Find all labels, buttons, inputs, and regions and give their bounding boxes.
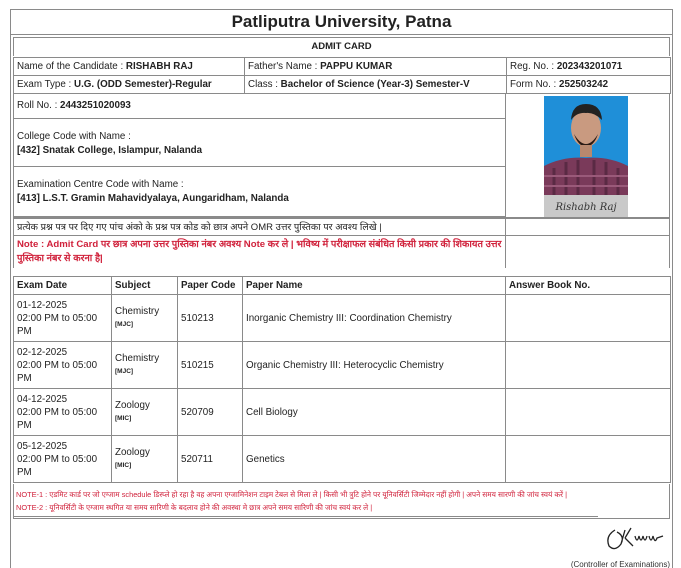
paper-code: 520709 — [178, 389, 243, 436]
college-name: [432] Snatak College, Islampur, Nalanda — [17, 145, 203, 156]
centre-label: Examination Centre Code with Name : — [17, 179, 184, 190]
answer-book-no — [506, 389, 671, 436]
subject-cell — [112, 389, 178, 436]
exam-centre-row — [13, 167, 506, 217]
paper-name: Organic Chemistry III: Heterocyclic Chemistry — [243, 342, 506, 389]
answer-book-no — [506, 295, 671, 342]
exam-type-cell — [14, 76, 245, 94]
answer-book-no — [506, 436, 671, 483]
class-name: Bachelor of Science (Year-3) Semester-V — [280, 79, 470, 90]
subject: Zoology — [115, 447, 150, 458]
candidate-name-cell — [14, 58, 245, 76]
exam-date-cell — [14, 436, 112, 483]
instruction-text: प्रत्येक प्रश्न पत्र पर दिए गए पांच अंको के प्रश्न पत्र कोड को छात्र अपने OMR उत्तर पुस्तिका पर अवश्य लिखे | — [14, 219, 506, 235]
note-row — [13, 236, 670, 268]
admit-card — [10, 9, 673, 568]
exam-date: 05-12-2025 — [17, 440, 68, 452]
exam-date: 01-12-2025 — [17, 299, 68, 311]
exam-time: 02:00 PM to 05:00 PM — [17, 312, 98, 337]
father-name-cell — [245, 58, 507, 76]
table-row — [14, 436, 671, 483]
col-header-exam-date: Exam Date — [14, 277, 112, 295]
answer-book-note: Note : Admit Card पर छात्र अपना उत्तर पुस्तिका नंबर अवश्य Note कर ले | भविष्य में परीक्षाफल संबंधित किसी प्रकार की शिकायत उत्तर पुस्तिका नंबर से करना है| — [14, 236, 506, 268]
footnote-1: NOTE-1 : एडमिट कार्ड पर जो एग्जाम schedule डिस्प्ले हो रहा है वह अपना एग्जामिनेशन टाइम टेबल से मिला ले | किसी भी त्रुटि होने पर यूनिवर्सिटी जिम्मेदार नहीं होगी | अपने समय सारणी की जांच स्वयं करें | — [16, 490, 568, 499]
exam-schedule-table — [13, 276, 671, 483]
roll-no-row — [13, 94, 506, 119]
college-label: College Code with Name : — [17, 131, 131, 142]
instructions-block — [13, 217, 670, 268]
subject-tag: [MIC] — [115, 415, 132, 422]
exam-date-cell — [14, 389, 112, 436]
controller-designation: (Controller of Examinations) — [570, 560, 670, 568]
candidate-name: RISHABH RAJ — [125, 61, 193, 72]
paper-name: Inorganic Chemistry III: Coordination Chemistry — [243, 295, 506, 342]
reg-no-cell — [507, 58, 671, 76]
table-row — [14, 389, 671, 436]
exam-time: 02:00 PM to 05:00 PM — [17, 453, 98, 478]
exam-time: 02:00 PM to 05:00 PM — [17, 359, 98, 384]
subject-cell — [112, 436, 178, 483]
table-row — [14, 342, 671, 389]
father-name: PAPPU KUMAR — [320, 61, 393, 72]
controller-signature — [601, 522, 671, 554]
exam-type: U.G. (ODD Semester)-Regular — [74, 79, 212, 90]
form-no: 252503242 — [559, 79, 609, 90]
label: Father's Name : — [248, 61, 321, 72]
col-header-subject: Subject — [112, 277, 178, 295]
table-header-row — [14, 277, 671, 295]
exam-date-cell — [14, 342, 112, 389]
candidate-photo — [544, 96, 628, 217]
col-header-paper-name: Paper Name — [243, 277, 506, 295]
paper-name: Genetics — [243, 436, 506, 483]
label: Roll No. : — [17, 100, 61, 111]
reg-no: 202343201071 — [556, 61, 623, 72]
col-header-paper-code: Paper Code — [178, 277, 243, 295]
footnote-2: NOTE-2 : यूनिवर्सिटी के एग्जाम स्थगित या समय सारिणी के बदलाव होने की अवस्था मे छात्र अपने समय सारिणी की जांच स्वयं कर ले | — [16, 503, 373, 512]
admit-card-heading: ADMIT CARD — [13, 37, 670, 56]
label: Form No. : — [510, 79, 559, 90]
exam-centre-name: [413] L.S.T. Gramin Mahavidyalaya, Aungaridham, Nalanda — [17, 193, 289, 204]
label: Class : — [248, 79, 281, 90]
subject-cell — [112, 342, 178, 389]
photo-signature: Rishabh Raj — [555, 202, 617, 213]
subject-cell — [112, 295, 178, 342]
answer-book-no — [506, 342, 671, 389]
table-row — [14, 76, 671, 94]
candidate-details-block — [13, 94, 506, 217]
instruction-row — [13, 217, 670, 236]
subject-tag: [MIC] — [115, 462, 132, 469]
exam-time: 02:00 PM to 05:00 PM — [17, 406, 98, 431]
table-row — [14, 295, 671, 342]
subject-tag: [MJC] — [115, 368, 134, 375]
exam-date-cell — [14, 295, 112, 342]
subject-tag: [MJC] — [115, 321, 134, 328]
footnotes — [13, 484, 670, 519]
subject: Chemistry — [115, 353, 160, 364]
col-header-answer-book: Answer Book No. — [506, 277, 671, 295]
paper-code: 520711 — [178, 436, 243, 483]
form-no-cell — [507, 76, 671, 94]
paper-name: Cell Biology — [243, 389, 506, 436]
subject: Zoology — [115, 400, 150, 411]
exam-date: 02-12-2025 — [17, 346, 68, 358]
paper-code: 510213 — [178, 295, 243, 342]
label: Reg. No. : — [510, 61, 557, 72]
empty-cell — [506, 219, 669, 235]
exam-date: 04-12-2025 — [17, 393, 68, 405]
table-row — [14, 58, 671, 76]
subject: Chemistry — [115, 306, 160, 317]
class-cell — [245, 76, 507, 94]
university-title: Patliputra University, Patna — [11, 10, 672, 35]
college-row — [13, 119, 506, 167]
roll-no: 2443251020093 — [60, 100, 131, 111]
divider — [13, 516, 598, 517]
photo-cell — [505, 94, 670, 218]
label: Exam Type : — [17, 79, 74, 90]
candidate-info-table — [13, 57, 671, 94]
paper-code: 510215 — [178, 342, 243, 389]
empty-cell — [506, 236, 669, 268]
label: Name of the Candidate : — [17, 61, 126, 72]
